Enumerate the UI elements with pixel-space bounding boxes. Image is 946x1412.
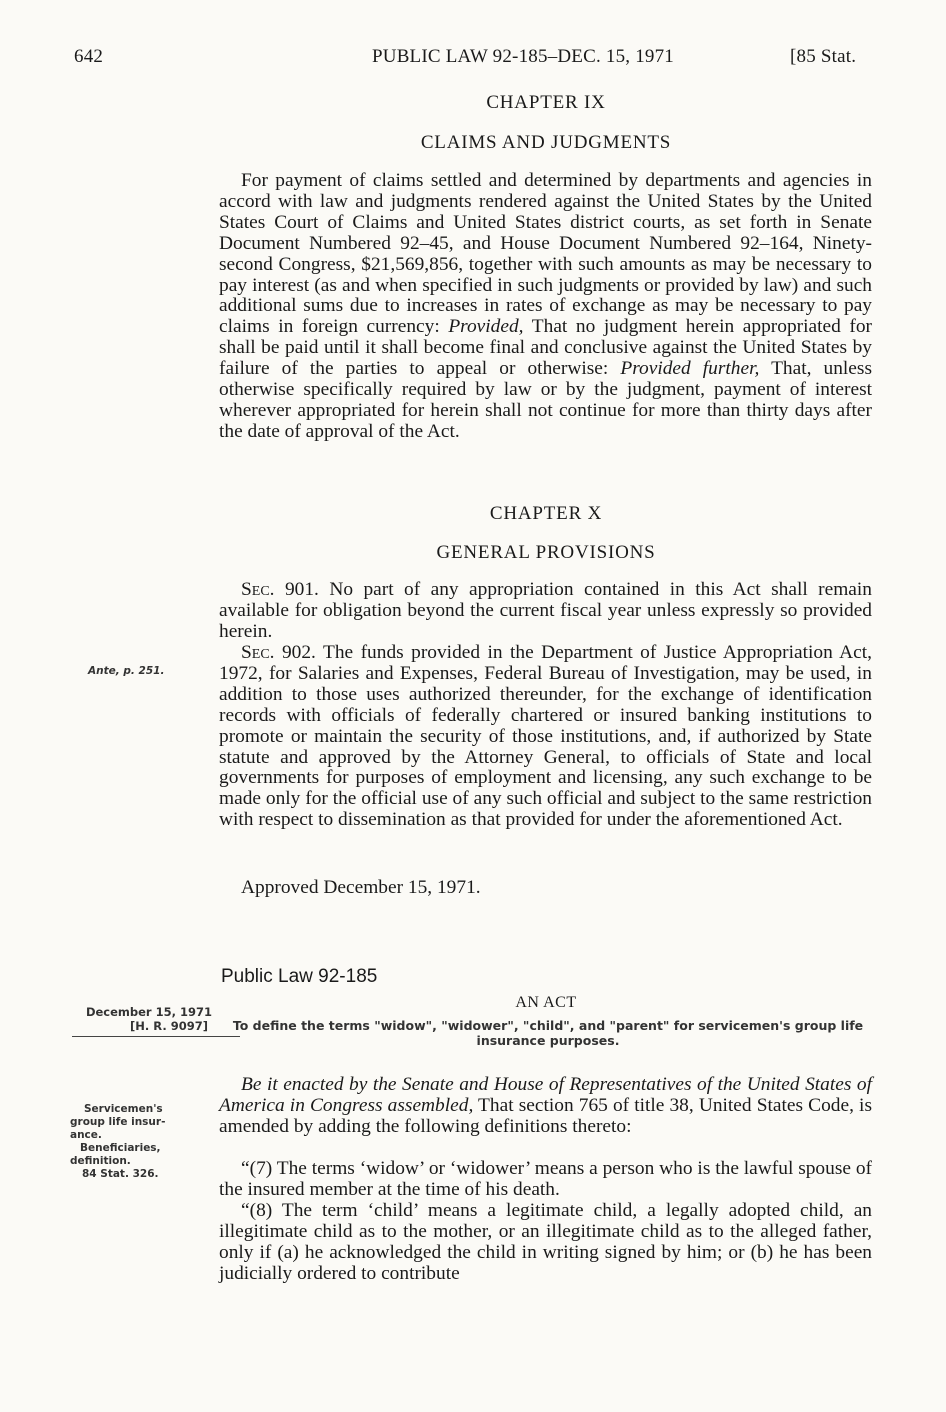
margin-note-date: December 15, 1971: [85, 1005, 212, 1019]
running-title: PUBLIC LAW 92-185–DEC. 15, 1971: [372, 46, 674, 67]
margin-notes-servicemens: Servicemen's group life insur- ance. Beneficiaries, definition. 84 Stat. 326.: [70, 1103, 166, 1180]
act-purpose: To define the terms "widow", "widower", "child", and "parent" for servicemen's group life insurance purposes.: [232, 1018, 864, 1048]
definition-7: “(7) The terms ‘widow’ or ‘widower’ means a person who is the lawful spouse of the insured member at the time of his death.: [219, 1158, 872, 1200]
section-901: Sec. 901. No part of any appropriation contained in this Act shall remain available for obligation beyond the current fiscal year unless expressly so provided herein.: [219, 579, 872, 642]
chapter-ix-paragraph: For payment of claims settled and determined by departments and agencies in accord with law and judgments rendered against the United States by the United States Court of Claims and United States district courts, as set forth in Senate Document Numbered 92–45, and House Document Numbered 92–164, Ninety-second Congress, $21,569,856, together with such amounts as may be necessary to pay interest (as and when specified in such judgments or provided by law) and such additional sums due to increases in rates of exchange as may be necessary to pay claims in foreign currency: Provided, That no judgment herein appropriated for shall be paid until it shall become final and conclusive against the United States by failure of the parties to appeal or otherwise: Provided further, That, unless otherwise specifically required by law or by the judgment, payment of interest wherever appropriated for herein shall not continue for more than thirty days after the date of approval of the Act.: [219, 170, 873, 442]
public-law-title: Public Law 92-185: [221, 966, 378, 987]
page-number: 642: [74, 46, 104, 67]
chapter-ix-heading: CHAPTER IX: [486, 92, 606, 113]
margin-note-bill: [H. R. 9097]: [130, 1019, 208, 1033]
definition-8: “(8) The term ‘child’ means a legitimate child, a legally adopted child, an illegitimate child as to the mother, or an illegitimate child as to the alleged father, only if (a) he acknowledged the child in writing signed by him; or (b) he has been judicially ordered to contribute: [219, 1200, 872, 1284]
an-act-heading: AN ACT: [515, 994, 577, 1011]
margin-note-ante: Ante, p. 251.: [88, 665, 165, 677]
enacting-clause-paragraph: Be it enacted by the Senate and House of Representatives of the United States of America in Congress assembled, That section 765 of title 38, United States Code, is amended by adding the following definitions thereto:: [219, 1074, 872, 1137]
enacting-clause: Be it enacted by the Senate and House of Representatives of the United States of America in Congress assembled,: [219, 1074, 872, 1116]
section-901-label: Sec. 901.: [241, 579, 319, 600]
proviso-label: Provided,: [448, 316, 524, 338]
chapter-x-heading: CHAPTER X: [489, 503, 603, 524]
chapter-ix-title: CLAIMS AND JUDGMENTS: [420, 132, 672, 153]
section-902: Sec. 902. The funds provided in the Department of Justice Appropriation Act, 1972, for Salaries and Expenses, Federal Bureau of Investigation, may be used, in addition to those uses authorized thereunder, for the exchange of identification records with officials of federally chartered or insured banking institutions to promote or maintain the security of those institutions, and, if authorized by State statute and approved by the Attorney General, to officials of State and local governments for purposes of employment and licensing, any such exchange to be made only for the official use of any such official and subject to the same restriction with respect to dissemination as that provided for under the aforementioned Act.: [219, 642, 872, 831]
section-902-label: Sec. 902.: [241, 642, 316, 663]
volume-reference: [85 Stat.: [790, 46, 857, 67]
margin-rule: [72, 1036, 240, 1037]
approval-date: Approved December 15, 1971.: [241, 877, 481, 898]
proviso-further-label: Provided further,: [620, 358, 760, 380]
chapter-x-title: GENERAL PROVISIONS: [436, 542, 656, 563]
